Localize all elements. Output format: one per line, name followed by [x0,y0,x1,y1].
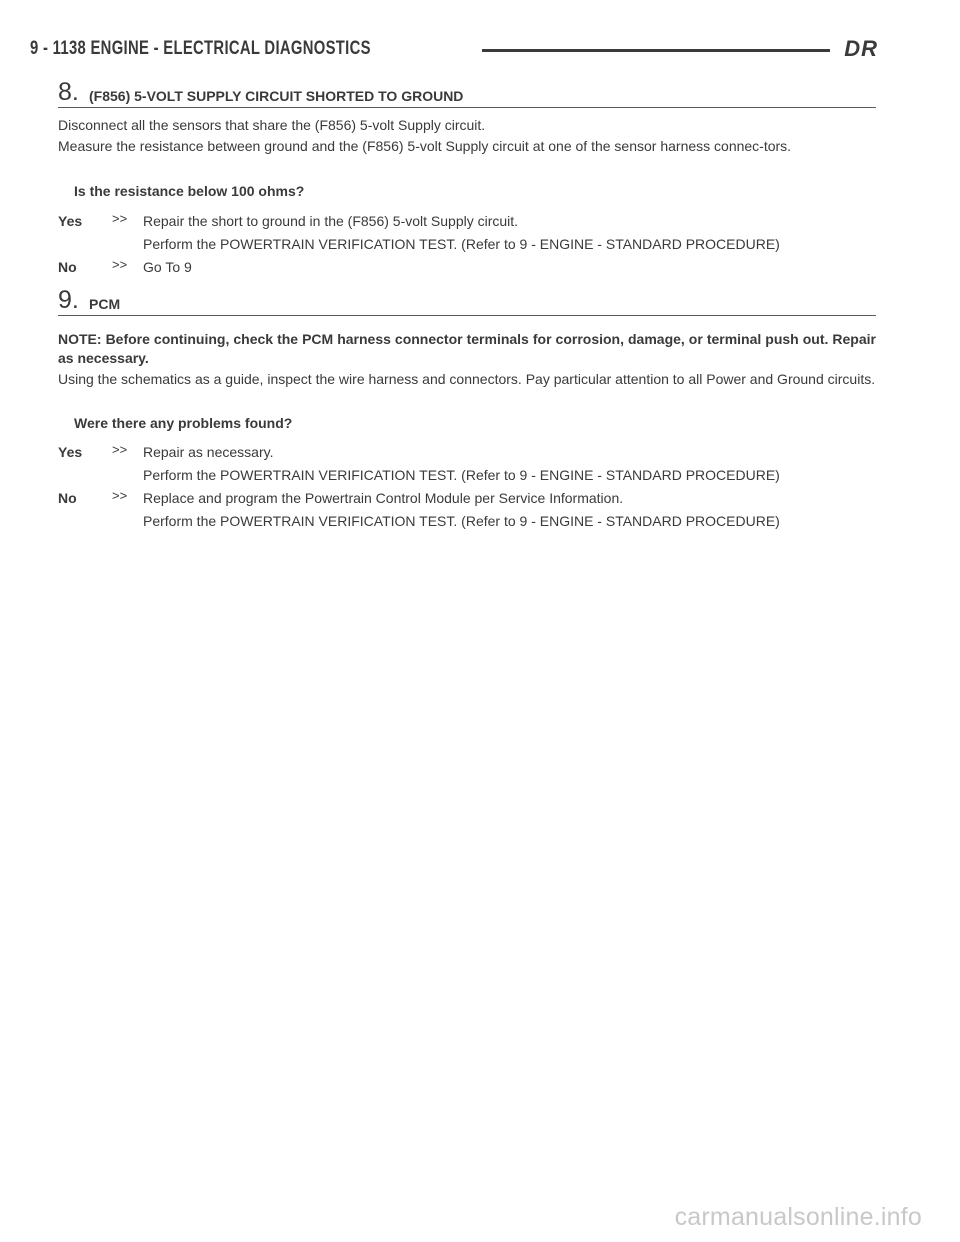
step-8-instruction-2: Measure the resistance between ground and the (F856) 5-volt Supply circuit at one of the sensor harness connec-tors. [58,138,792,154]
answer-action: Repair the short to ground in the (F856) 5-volt Supply circuit. [143,213,519,229]
step-title: (F856) 5-VOLT SUPPLY CIRCUIT SHORTED TO GROUND [89,88,464,104]
step-9-question: Were there any problems found? [74,415,293,431]
page-header [30,38,878,64]
answer-action: Go To 9 [143,259,192,275]
answer-arrow: >> [112,442,128,457]
watermark: carmanualsonline.info [674,1203,922,1231]
answer-arrow: >> [112,257,128,272]
answer-label: No [58,490,77,506]
step-9-instruction: Using the schematics as a guide, inspect the wire harness and connectors. Pay particular attention to all Power and Ground circuits. [58,371,876,387]
step-rule [58,315,876,316]
answer-arrow: >> [112,211,128,226]
step-8-no-answer [58,258,876,278]
answer-action: Replace and program the Powertrain Control Module per Service Information. [143,490,624,506]
answer-followup: Perform the POWERTRAIN VERIFICATION TEST. (Refer to 9 - ENGINE - STANDARD PROCEDURE) [143,236,780,252]
step-number: 9. [58,286,79,314]
answer-label: No [58,259,77,275]
answer-action: Repair as necessary. [143,444,274,460]
step-rule [58,107,876,108]
header-model-code: DR [844,36,878,61]
answer-label: Yes [58,213,83,229]
step-9-note: NOTE: Before continuing, check the PCM harness connector terminals for corrosion, damage, or terminal push out. Repair as necessary. [58,331,876,366]
answer-arrow: >> [112,488,128,503]
step-title: PCM [89,296,121,312]
header-rule [482,49,830,52]
step-8-instruction-1: Disconnect all the sensors that share the (F856) 5-volt Supply circuit. [58,117,486,133]
step-8-yes-answer [58,212,876,256]
step-8-heading [58,76,876,108]
answer-followup: Perform the POWERTRAIN VERIFICATION TEST. (Refer to 9 - ENGINE - STANDARD PROCEDURE) [143,513,780,529]
answer-followup: Perform the POWERTRAIN VERIFICATION TEST. (Refer to 9 - ENGINE - STANDARD PROCEDURE) [143,467,780,483]
step-9-no-answer [58,489,876,533]
step-number: 8. [58,78,79,106]
answer-label: Yes [58,444,83,460]
step-8-question: Is the resistance below 100 ohms? [74,183,305,199]
header-title: 9 - 1138 ENGINE - ELECTRICAL DIAGNOSTICS [30,38,371,59]
step-9-heading [58,284,876,316]
step-9-yes-answer [58,443,876,487]
